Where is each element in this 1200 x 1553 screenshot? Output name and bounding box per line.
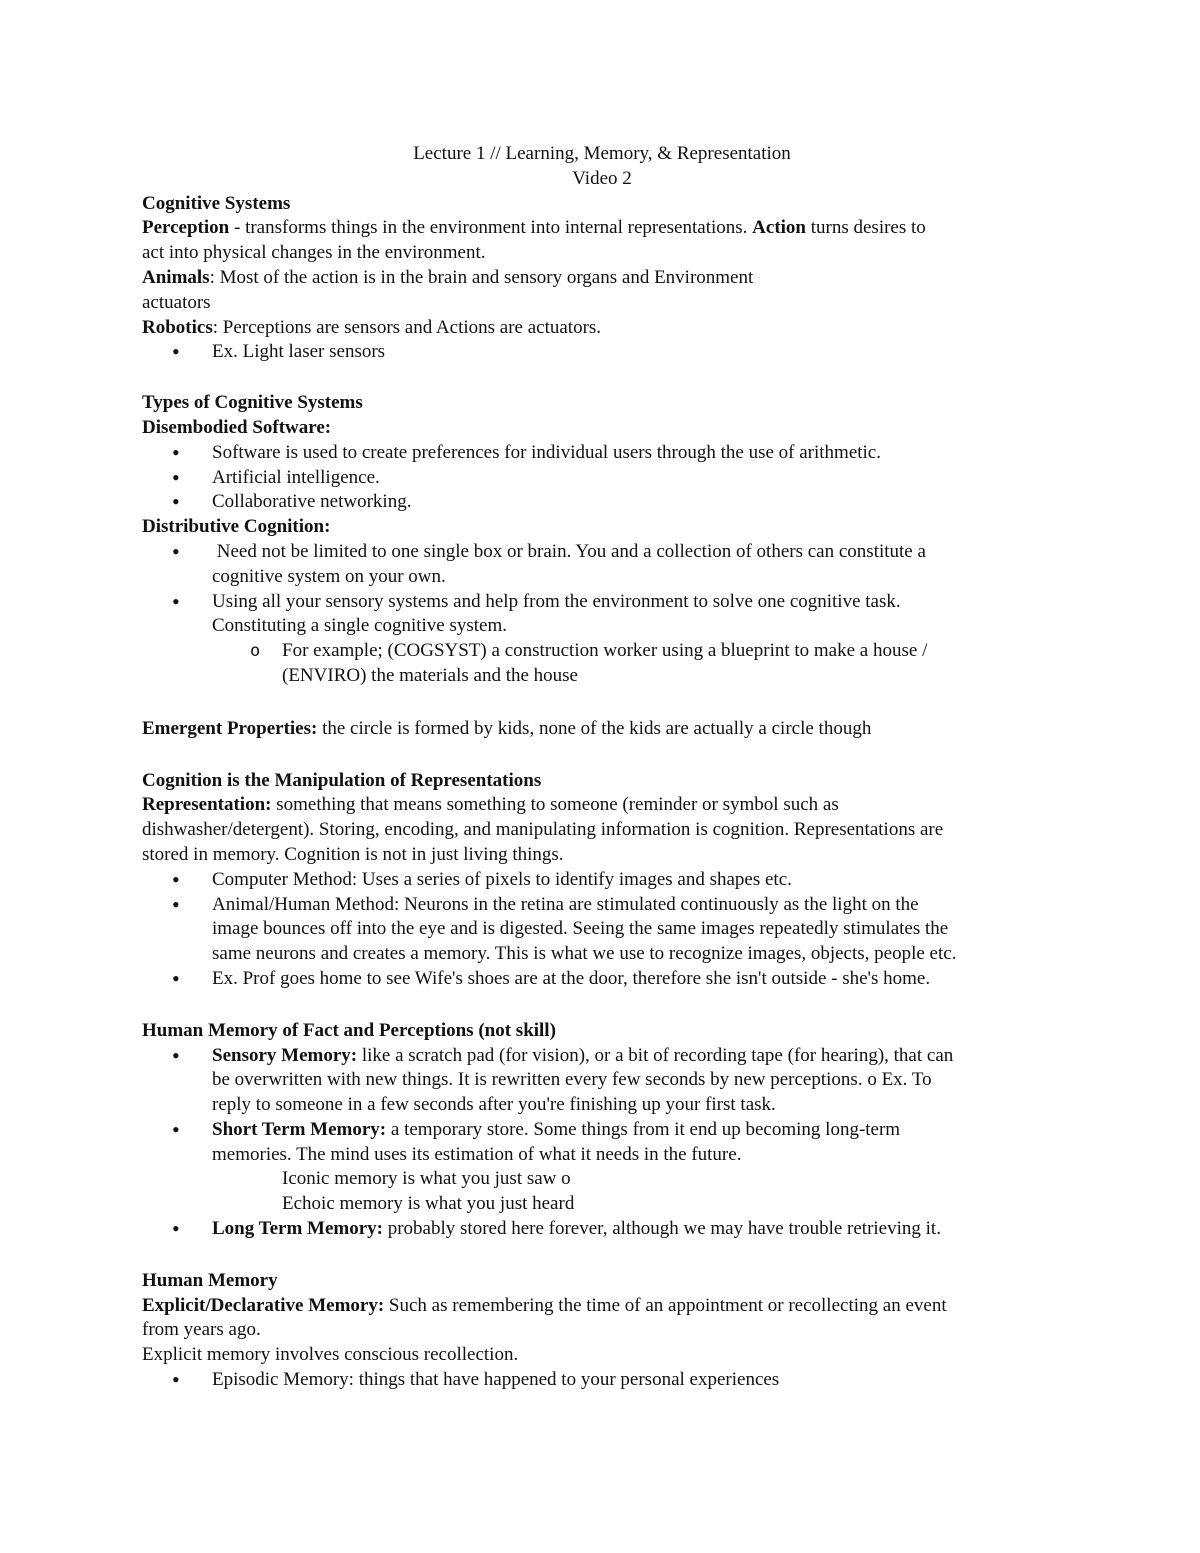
list-item: • Using all your sensory systems and help from the environment to solve one cognitive task. Constituting a single cognitive system. (142, 590, 1062, 640)
animals-line: Animals: Most of the action is in the brain and sensory organs and Environment (142, 266, 754, 288)
cognition-list (142, 868, 1062, 992)
representation-line: Representation: something that means something to someone (reminder or symbol such as (142, 794, 839, 816)
robotics-line: Robotics: Perceptions are sensors and Actions are actuators. (142, 316, 602, 338)
section-heading-human-memory-facts: Human Memory of Fact and Perceptions (not skill) (142, 1019, 556, 1041)
echoic-memory-line: Echoic memory is what you just heard (282, 1193, 575, 1215)
robotics-list (142, 340, 1062, 365)
explicit-memory-line-2: from years ago. (142, 1319, 261, 1341)
representation-line-3: stored in memory. Cognition is not in just living things. (142, 843, 564, 865)
list-item: • Sensory Memory: like a scratch pad (for vision), or a bit of recording tape (for hearing), that can be overwritten with new things. It is rewritten every few seconds by new perceptions. o Ex. To reply to someone in a few seconds after you're finishing up your first task. (142, 1044, 1062, 1118)
distributive-sublist (142, 639, 1062, 689)
document-body (142, 142, 1062, 1393)
list-item: • Need not be limited to one single box or brain. You and a collection of others can constitute a cognitive system on your own. (142, 540, 1062, 590)
representation-line-2: dishwasher/detergent). Storing, encoding, and manipulating information is cognition. Representations are (142, 819, 944, 841)
list-item: • Software is used to create preferences for individual users through the use of arithmetic. (142, 441, 1062, 466)
section-heading-types: Types of Cognitive Systems (142, 392, 363, 414)
section-heading-cognitive-systems: Cognitive Systems (142, 192, 291, 214)
list-item: • Long Term Memory: probably stored here forever, although we may have trouble retrieving it. (142, 1217, 1062, 1242)
long-term-list (142, 1217, 1062, 1242)
list-item: • Animal/Human Method: Neurons in the retina are stimulated continuously as the light on the image bounces off into the eye and is digested. Seeing the same images repeatedly stimulates the same neurons and creates a memory. This is what we use to recognize images, objects, people etc. (142, 893, 1062, 967)
perception-line: Perception - transforms things in the environment into internal representations. Action turns desires to (142, 217, 926, 239)
list-item: • Ex. Prof goes home to see Wife's shoes are at the door, therefore she isn't outside - she's home. (142, 967, 1062, 992)
lecture-title: Lecture 1 // Learning, Memory, & Representation (413, 143, 791, 164)
iconic-memory-line: Iconic memory is what you just saw o (282, 1168, 571, 1190)
disembodied-list (142, 441, 1062, 515)
list-item: • Computer Method: Uses a series of pixels to identify images and shapes etc. (142, 868, 1062, 893)
lecture-subtitle: Video 2 (572, 167, 632, 189)
perception-line-cont: act into physical changes in the environment. (142, 242, 486, 264)
distributive-heading: Distributive Cognition: (142, 516, 331, 538)
list-item: • Artificial intelligence. (142, 466, 1062, 491)
distributive-list (142, 540, 1062, 639)
memory-types-list (142, 1044, 1062, 1168)
explicit-memory-line: Explicit/Declarative Memory: Such as remembering the time of an appointment or recollecting an event (142, 1294, 947, 1316)
sub-list-item: o For example; (COGSYST) a construction worker using a blueprint to make a house / (ENVIRO) the materials and the house (142, 639, 1062, 689)
emergent-properties-line: Emergent Properties: the circle is formed by kids, none of the kids are actually a circle though (142, 717, 872, 739)
explicit-memory-list (142, 1368, 1062, 1393)
list-item: • Collaborative networking. (142, 490, 1062, 515)
list-item: • Episodic Memory: things that have happened to your personal experiences (142, 1368, 1062, 1393)
disembodied-heading: Disembodied Software: (142, 416, 332, 438)
explicit-memory-note: Explicit memory involves conscious recollection. (142, 1344, 519, 1366)
animals-line-cont: actuators (142, 291, 211, 313)
section-heading-human-memory: Human Memory (142, 1269, 278, 1291)
list-item: • Short Term Memory: a temporary store. Some things from it end up becoming long-term memories. The mind uses its estimation of what it needs in the future. (142, 1118, 1062, 1168)
section-heading-cognition: Cognition is the Manipulation of Representations (142, 769, 542, 791)
list-item: • Ex. Light laser sensors (142, 340, 1062, 365)
